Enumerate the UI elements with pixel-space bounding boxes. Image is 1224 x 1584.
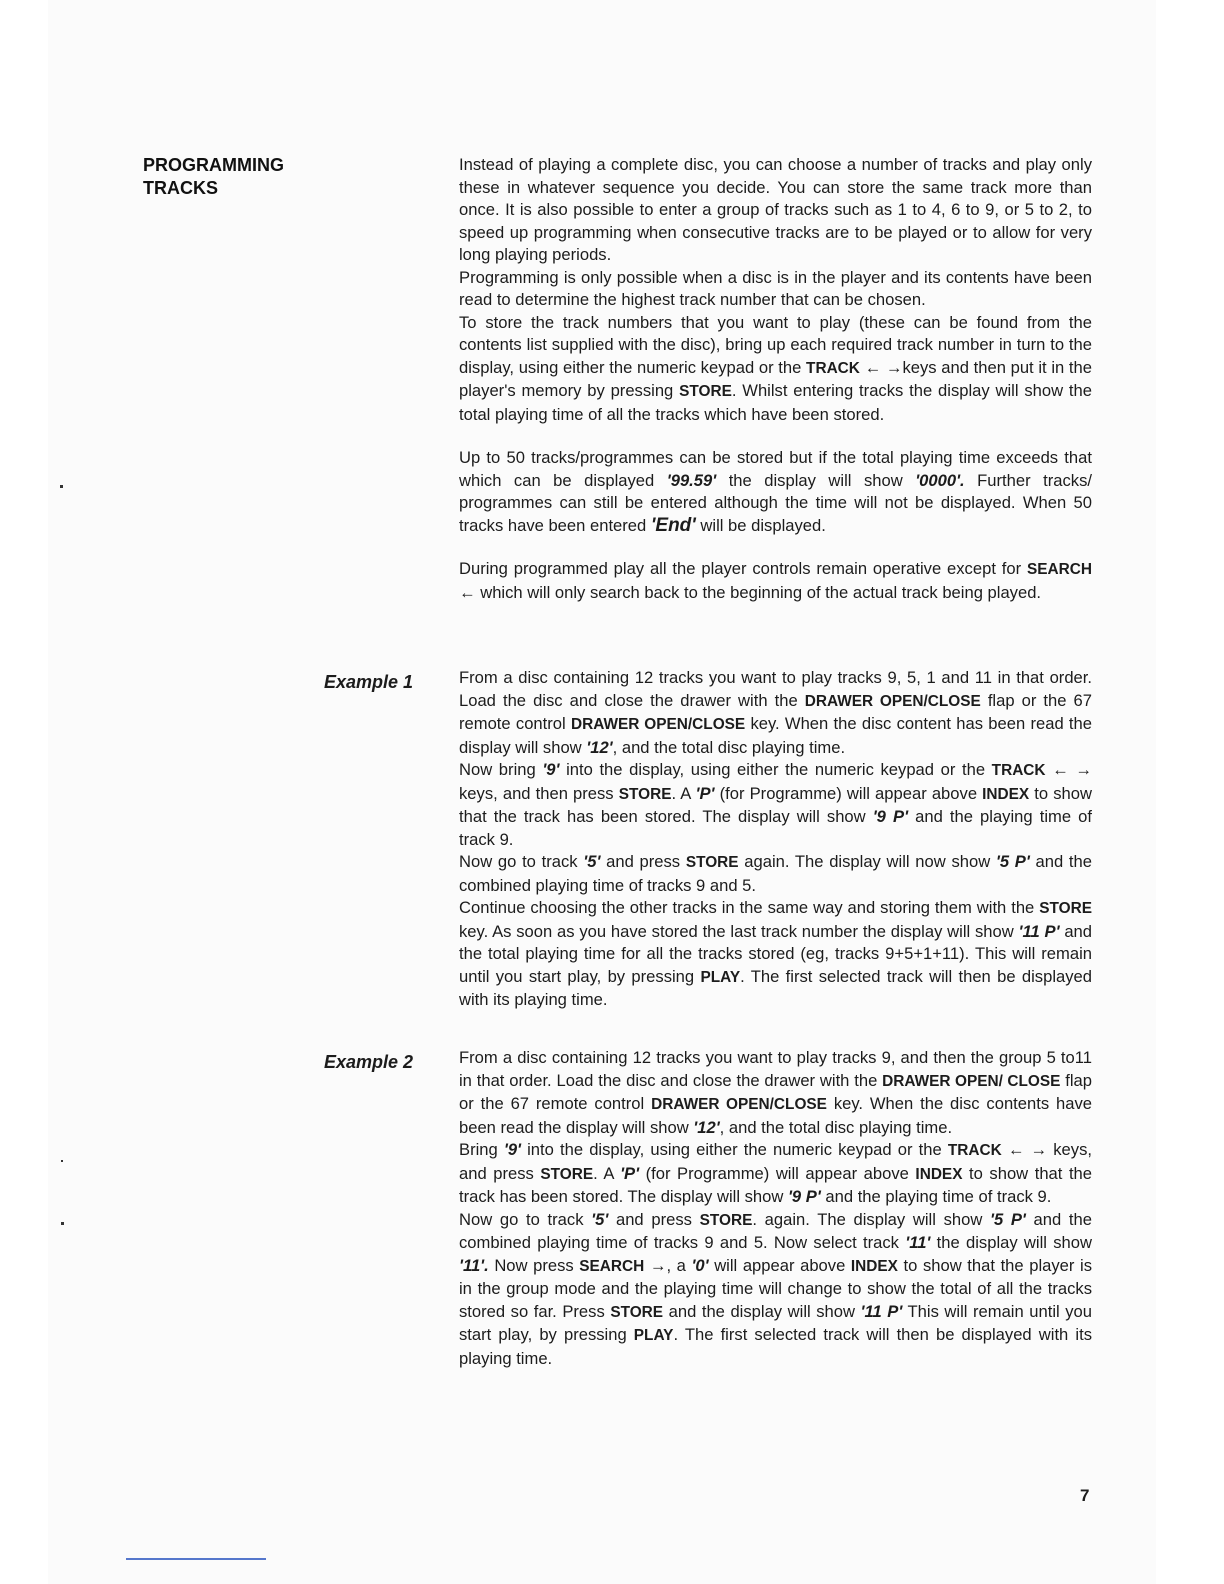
- example-1-paragraph-2: Now bring '9' into the display, using either the numeric keypad or the TRACK ← → keys, and then press STORE. A 'P' (for Programme) will appear above INDEX to show that the track has been stored. The display will show '9 P' and the playing time of track 9.: [459, 760, 1092, 849]
- example-1-text: [459, 667, 1092, 1012]
- example-2-paragraph-1: From a disc containing 12 tracks you want to play tracks 9, and then the group 5 to11 in that order. Load the disc and close the drawer with the DRAWER OPEN/ CLOSE flap or the 67 remote control DRAWER OPEN/CLOSE key. When the disc contents have been read the display will show '12', and the total disc playing time.: [459, 1048, 1093, 1137]
- display-99-59: '99.59': [666, 470, 717, 490]
- heading-line-1: PROGRAMMING: [143, 155, 284, 175]
- intro-text: [459, 154, 1092, 604]
- scan-speck: [61, 1222, 64, 1225]
- section-heading: [143, 154, 284, 200]
- key-search: SEARCH: [1027, 561, 1092, 578]
- example-2-label: Example 2: [324, 1052, 414, 1072]
- example-1-label: Example 1: [324, 672, 414, 692]
- page-number: 7: [1080, 1486, 1090, 1505]
- intro-paragraph-1: Instead of playing a complete disc, you can choose a number of tracks and play only these in whatever sequence you decide. You can store the same track more than once. It is also possible to enter a group of tracks such as 1 to 4, 6 to 9, or 5 to 2, to speed up programming when consecutive tracks are to be played or to allow for very long playing periods.: [459, 155, 1092, 264]
- key-track: TRACK: [806, 359, 860, 377]
- example-2-paragraph-2: Bring '9' into the display, using either the numeric keypad or the TRACK ← → keys, and press STORE. A 'P' (for Programme) will appear above INDEX to show that the track has been stored. The display will show '9 P' and the playing time of track 9.: [459, 1140, 1093, 1206]
- example-1-paragraph-1: From a disc containing 12 tracks you want to play tracks 9, 5, 1 and 11 in that order. Load the disc and close the drawer with the DRAWER OPEN/CLOSE flap or the 67 remote control DRAWER OPEN/CLOSE key. When the disc content has been read the display will show '12', and the total disc playing time.: [459, 668, 1093, 757]
- intro-paragraph-5: During programmed play all the player controls remain operative except for SEARCH ← which will only search back to the beginning of the actual track being played.: [459, 559, 1092, 602]
- intro-paragraph-3: To store the track numbers that you want to play (these can be found from the contents list supplied with the disc), bring up each required track number in turn to the display, using either the numeric keypad or the TRACK ← →keys and then put it in the player's memory by pressing STORE. Whilst entering tracks the display will show the total playing time of all the tracks which have been stored.: [459, 312, 1092, 424]
- scan-underline-mark: [126, 1558, 266, 1560]
- heading-line-2: TRACKS: [143, 178, 218, 198]
- intro-paragraph-2: Programming is only possible when a disc is in the player and its contents have been read to determine the highest track number that can be chosen.: [459, 267, 1092, 309]
- display-0000: '0000'.: [915, 470, 965, 490]
- scan-speck: [60, 485, 63, 488]
- example-1-paragraph-3: Now go to track '5' and press STORE again. The display will now show '5 P' and the combined playing time of tracks 9 and 5.: [459, 852, 1092, 895]
- intro-paragraph-4: Up to 50 tracks/programmes can be stored but if the total playing time exceeds that which can be displayed '99.59' the display will show '0000'. Further tracks/ programmes can still be entered although the time will not be displayed. When 50 tracks have been entered 'End' will be displayed.: [459, 448, 1092, 536]
- example-1-paragraph-4: Continue choosing the other tracks in the same way and storing them with the STORE key. As soon as you have stored the last track number the display will show '11 P' and the total playing time for all the tracks stored (eg, tracks 9+5+1+11). This will remain until you start play, by pressing PLAY. The first selected track will then be displayed with its playing time.: [459, 898, 1093, 1009]
- key-store: STORE: [679, 383, 732, 400]
- example-2-text: [459, 1047, 1092, 1370]
- scan-speck: [61, 1160, 63, 1162]
- display-end: 'End': [650, 514, 696, 536]
- example-2-paragraph-3: Now go to track '5' and press STORE. again. The display will show '5 P' and the combined playing time of tracks 9 and 5. Now select track '11' the display will show '11'. Now press SEARCH →, a '0' will appear above INDEX to show that the player is in the group mode and the playing time will change to show the total of all the tracks stored so far. Press STORE and the display will show '11 P' This will remain until you start play, by pressing PLAY. The first selected track will then be displayed with its playing time.: [459, 1209, 1093, 1368]
